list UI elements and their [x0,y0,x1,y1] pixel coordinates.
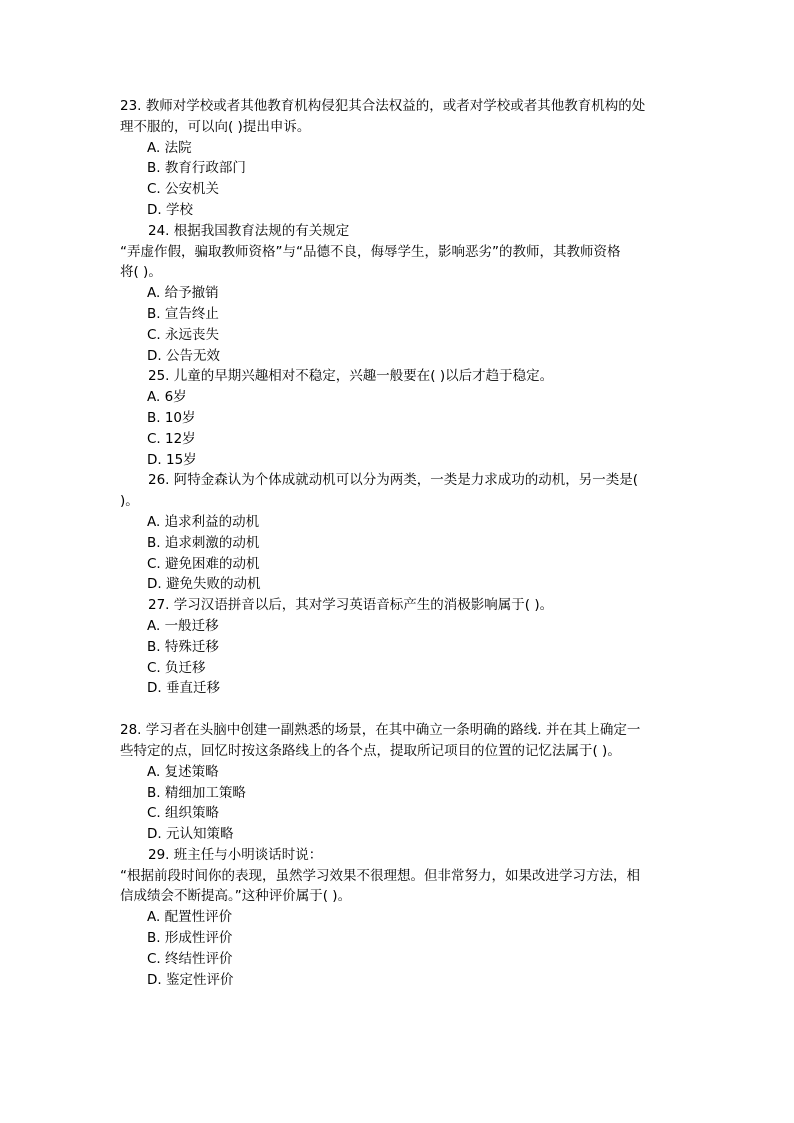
question-26 [0,470,794,595]
answer-option-a: A. 追求利益的动机 [147,513,260,530]
answer-option-c: C. 永远丧失 [147,326,220,343]
question-stem-continued: 理不服的，可以向( )提出申诉。 [120,118,311,135]
answer-option-c: C. 负迁移 [147,659,206,676]
answer-option-d: D. 公告无效 [147,347,220,364]
answer-option-c: C. 公安机关 [147,181,220,198]
answer-option-d: D. 垂直迁移 [147,680,220,697]
answer-option-d: D. 15岁 [147,451,197,468]
answer-option-b: B. 形成性评价 [147,930,233,947]
question-stem-continued: 些特定的点，回忆时按这条路线上的各个点，提取所记项目的位置的记忆法属于( )。 [120,742,621,759]
answer-option-b: B. 10岁 [147,409,196,426]
answer-option-d: D. 元认知策略 [147,826,234,843]
answer-option-a: A. 配置性评价 [147,909,233,926]
answer-option-a: A. 给予撤销 [147,285,219,302]
answer-option-a: A. 复述策略 [147,763,219,780]
answer-option-b: B. 教育行政部门 [147,160,246,177]
question-24 [0,221,794,367]
question-29 [0,845,794,991]
question-stem: 28. 学习者在头脑中创建一副熟悉的场景，在其中确立一条明确的路线. 并在其上确定一 [120,722,641,739]
answer-option-b: B. 特殊迁移 [147,638,219,655]
answer-option-b: B. 宣告终止 [147,305,219,322]
answer-option-b: B. 精细加工策略 [147,784,246,801]
answer-option-d: D. 学校 [147,201,193,218]
answer-option-d: D. 鉴定性评价 [147,971,234,988]
blank-line [0,699,794,720]
question-stem-continued: 信成绩会不断提高。”这种评价属于( )。 [120,888,352,905]
question-23 [0,96,794,221]
question-stem-continued: “弄虚作假，骗取教师资格”与“品德不良，侮辱学生，影响恶劣”的教师，其教师资格 [120,243,621,260]
question-28 [0,720,794,845]
answer-option-a: A. 一般迁移 [147,617,219,634]
question-stem: 24. 根据我国教育法规的有关规定 [148,222,350,239]
answer-option-a: A. 法院 [147,139,192,156]
question-25 [0,366,794,470]
answer-option-c: C. 组织策略 [147,805,220,822]
question-stem-continued: 将( )。 [120,264,162,281]
question-27 [0,595,794,699]
question-list [0,96,794,990]
answer-option-c: C. 避免困难的动机 [147,555,260,572]
question-stem: 26. 阿特金森认为个体成就动机可以分为两类，一类是力求成功的动机，另一类是( [148,472,639,489]
question-stem: 27. 学习汉语拼音以后，其对学习英语音标产生的消极影响属于( )。 [148,597,554,614]
question-stem: 23. 教师对学校或者其他教育机构侵犯其合法权益的，或者对学校或者其他教育机构的处 [120,98,646,114]
answer-option-c: C. 12岁 [147,430,196,447]
question-stem-continued: )。 [120,493,139,510]
question-stem: 25. 儿童的早期兴趣相对不稳定，兴趣一般要在( )以后才趋于稳定。 [148,368,554,385]
answer-option-a: A. 6岁 [147,389,187,406]
question-stem-continued: “根据前段时间你的表现，虽然学习效果不很理想。但非常努力，如果改进学习方法，相 [120,867,640,884]
question-stem: 29. 班主任与小明谈话时说： [148,846,323,863]
answer-option-c: C. 终结性评价 [147,950,233,967]
answer-option-d: D. 避免失败的动机 [147,576,261,593]
answer-option-b: B. 追求刺激的动机 [147,534,260,551]
